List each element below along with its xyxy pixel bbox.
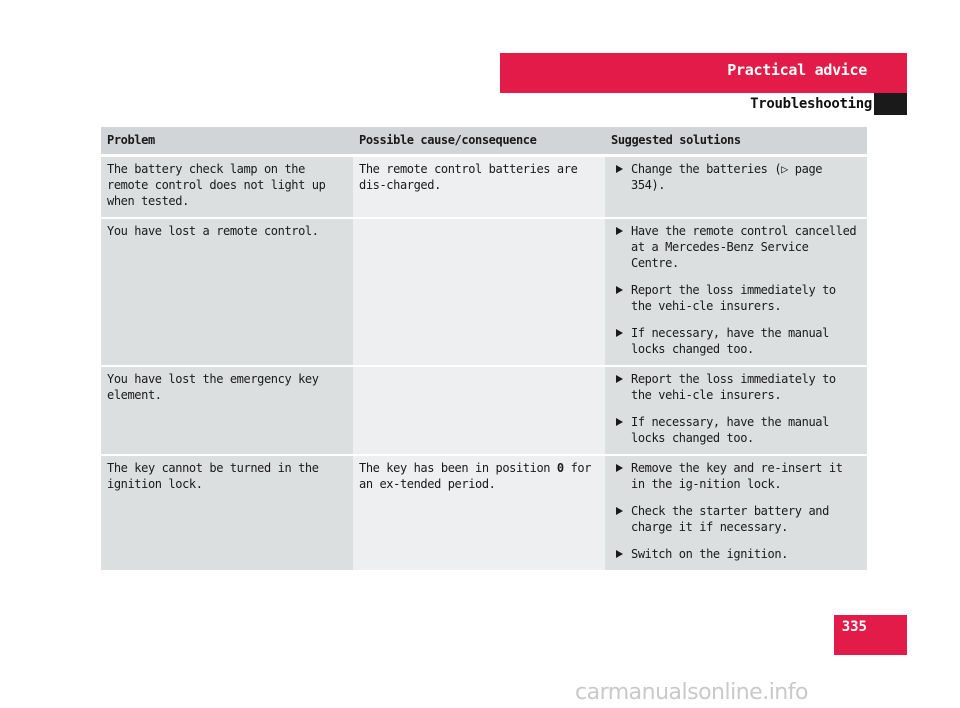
bullet-arrow-icon [616, 165, 623, 173]
cause-text-post: for an ex-tended period. [359, 461, 592, 491]
solution-text: Switch on the ignition. [631, 547, 788, 561]
solutions-cell [605, 366, 867, 455]
list-item [611, 503, 861, 535]
cause-cell [353, 455, 605, 570]
section-title: Practical advice [727, 61, 867, 79]
subsection-title: Troubleshooting [750, 96, 872, 112]
solution-text: If necessary, have the manual locks changed too. [631, 415, 829, 445]
bullet-arrow-icon [616, 286, 623, 294]
column-header-cause: Possible cause/consequence [353, 127, 605, 156]
bullet-arrow-icon [616, 550, 623, 558]
section-header-band [500, 53, 907, 93]
bullet-arrow-icon [616, 375, 623, 383]
solutions-cell [605, 156, 867, 219]
list-item [611, 223, 861, 271]
list-item [611, 414, 861, 446]
solutions-cell [605, 218, 867, 366]
table-row [101, 366, 867, 455]
bullet-arrow-icon [616, 507, 623, 515]
list-item [611, 371, 861, 403]
list-item [611, 325, 861, 357]
list-item [611, 282, 861, 314]
cause-text-pre: The key has been in position [359, 461, 557, 475]
list-item [611, 460, 861, 492]
cause-text: The remote control batteries are dis-charged. [359, 162, 578, 192]
problem-cell [101, 218, 353, 366]
solutions-list [611, 371, 861, 446]
troubleshooting-table [101, 127, 867, 570]
solution-text: Report the loss immediately to the vehi-cle insurers. [631, 372, 836, 402]
solutions-list [611, 161, 861, 193]
column-header-problem: Problem [101, 127, 353, 156]
solution-text: Remove the key and re-insert it in the ig-nition lock. [631, 461, 843, 491]
bullet-arrow-icon [616, 227, 623, 235]
bullet-arrow-icon [616, 329, 623, 337]
column-header-solutions: Suggested solutions [605, 127, 867, 156]
solutions-list [611, 460, 861, 562]
page-number: 335 [841, 619, 867, 635]
solutions-list [611, 223, 861, 357]
solution-text: Report the loss immediately to the vehi-cle insurers. [631, 283, 836, 313]
page-number-box [834, 615, 907, 655]
list-item [611, 546, 861, 562]
problem-cell [101, 156, 353, 219]
solutions-cell [605, 455, 867, 570]
table-row [101, 218, 867, 366]
table-row [101, 156, 867, 219]
table-header-row [101, 127, 867, 156]
cause-cell [353, 218, 605, 366]
key-position-value: 0 [556, 461, 564, 475]
solution-text: Have the remote control cancelled at a Mercedes-Benz Service Centre. [631, 224, 857, 270]
problem-cell [101, 366, 353, 455]
problem-text: You have lost a remote control. [107, 224, 319, 238]
list-item [611, 161, 861, 193]
section-tab-marker [874, 93, 907, 115]
problem-text: The key cannot be turned in the ignition lock. [107, 461, 319, 491]
problem-text: The battery check lamp on the remote control does not light up when tested. [107, 162, 326, 208]
cause-cell [353, 366, 605, 455]
problem-text: You have lost the emergency key element. [107, 372, 319, 402]
solution-text: Check the starter battery and charge it if necessary. [631, 504, 829, 534]
bullet-arrow-icon [616, 464, 623, 472]
problem-cell [101, 455, 353, 570]
watermark-text: carmanualsonline.info [575, 680, 808, 705]
solution-text: If necessary, have the manual locks changed too. [631, 326, 829, 356]
bullet-arrow-icon [616, 418, 623, 426]
solution-text: Change the batteries (▷ page 354). [631, 162, 823, 192]
cause-cell [353, 156, 605, 219]
table-row [101, 455, 867, 570]
